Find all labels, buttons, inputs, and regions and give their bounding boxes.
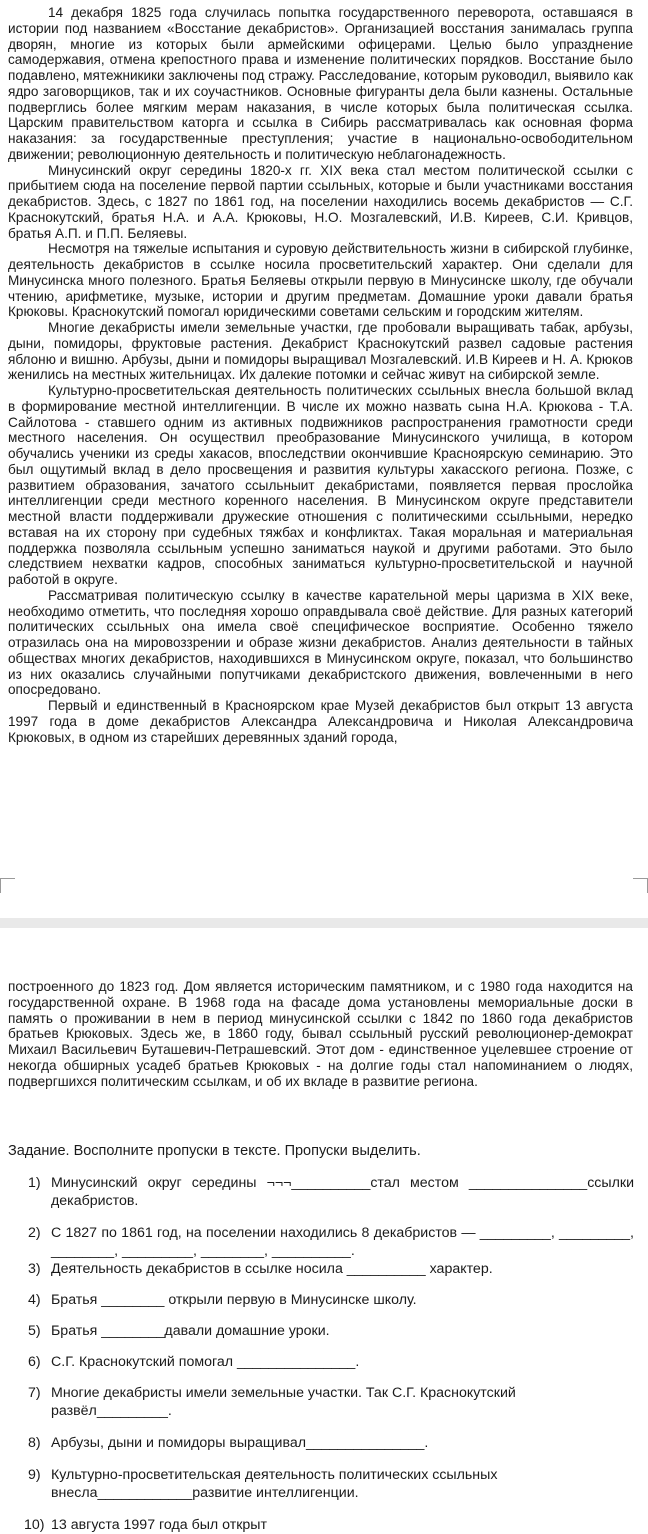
task-number: 6) xyxy=(28,1354,41,1370)
paragraph: Культурно-просветительская деятельность политических ссыльных внесла большой вклад в формирование местной интеллигенции. В числе их можно назвать сына Н.А. Крюкова - Т.А. Сайлотова - ставшего одним из активных подвижников распространения грамотности среди местного населения. Он осуществил преобразование Минусинского училища, в котором обучались ученики из среды хакасов, впоследствии окончившие Красноярскую семинарию. Это был ощутимый вклад в дело просвещения и развития культуры хакасского региона. Позже, с развитием образования, зачатого ссыльныит декабристами, появляется первая прослойка интеллигенции среди местного коренного населения. В Минусинском округе представители местной власти поддерживали дружеские отношения с политическими ссыльными, нередко вставая на их сторону при судебных тяжбах и конфликтах. Такая моральная и материальная поддержка позволяла ссыльным успешно заниматься наукой и другими работами. Это было следствием нехватки кадров, способных заниматься культурно-просветительской и научной работой в округе. xyxy=(8,383,633,587)
task-number: 7) xyxy=(28,1385,41,1401)
task-number: 1) xyxy=(28,1175,41,1191)
task-item xyxy=(28,1434,634,1452)
task-text: С 1827 по 1861 год, на поселении находились 8 декабристов — _________, _________, ________, _________, ________, __________. xyxy=(51,1225,634,1259)
paragraph: Многие декабристы имели земельные участки, где пробовали выращивать табак, арбузы, дыни, помидоры, фруктовые растения. Декабрист Краснокутский развел садовые растения яблоню и вишню. Арбузы, дыни и помидоры выращивал Мозгалевский. И.В Киреев и Н. А. Крюков женились на местных жительницах. Их далекие потомки и сейчас живут на сибирской земле. xyxy=(8,320,633,383)
task-item xyxy=(28,1384,558,1420)
task-number: 3) xyxy=(28,1261,41,1277)
task-text: С.Г. Краснокутский помогал _______________. xyxy=(51,1354,360,1370)
task-number: 4) xyxy=(28,1292,41,1308)
task-text: Арбузы, дыни и помидоры выращивал_______________. xyxy=(51,1435,429,1451)
paragraph: Первый и единственный в Красноярском крае Музей декабристов был открыт 13 августа 1997 года в доме декабристов Александра Александровича и Николая Александровича Крюковых, в одном из старейших деревянных зданий города, xyxy=(8,698,633,745)
task-text: Минусинский округ середины ¬¬¬__________стал местом _______________ссылки декабристов. xyxy=(51,1175,634,1209)
task-title: Задание. Восполните пропуски в тексте. Пропуски выделить. xyxy=(8,1143,421,1159)
page-separator xyxy=(0,918,648,928)
task-text: Многие декабристы имели земельные участки. Так С.Г. Краснокутский развёл_________. xyxy=(51,1385,516,1419)
page-break xyxy=(0,874,648,958)
task-number: 5) xyxy=(28,1323,41,1339)
task-text: Культурно-просветительская деятельность политических ссыльных внесла____________развитие интеллигенции. xyxy=(51,1467,498,1501)
task-number: 2) xyxy=(28,1225,41,1241)
task-item xyxy=(28,1353,634,1371)
paragraph: 14 декабря 1825 года случилась попытка государственного переворота, оставшаяся в истории под названием «Восстание декабристов». Организацией восстания занималась группа дворян, многие из которых были армейскими офицерами. Целью было упразднение самодержавия, отмена крепостного права и изменение политических порядков. Восстание было подавлено, мятежникики заключены под стражу. Расследование, которым руководил, выявило как ядро заговорщиков, так и их соучастников. Основные фигуранты дела были казнены. Остальные подверглись более мягким мерам наказания, в числе которых была политическая ссылка. Царским правительством каторга и ссылка в Сибирь рассматривалась как основная форма наказания: за государственные преступления; участие в национально-освободительном движении; революционную деятельность и политическую неблагонадежность. xyxy=(8,5,633,162)
margin-corner-mark xyxy=(0,878,15,893)
task-number: 9) xyxy=(28,1467,41,1483)
task-text: 13 августа 1997 года был открыт xyxy=(51,1517,267,1533)
task-item xyxy=(24,1516,634,1534)
page-2-body xyxy=(8,979,633,1089)
margin-corner-mark xyxy=(633,878,648,893)
paragraph: Минусинский округ середины 1820-х гг. XIX века стал местом политической ссылки с прибытием сюда на поселение первой партии ссыльных, которые и были участниками восстания декабристов. Здесь, с 1827 по 1861 год, на поселении находились восемь декабристов — С.Г. Краснокутский, братья Н.А. и А.А. Крюковы, Н.О. Мозгалевский, И.В. Киреев, С.И. Кривцов, братья А.П. и П.П. Беляевы. xyxy=(8,162,633,241)
task-text: Братья ________ открыли первую в Минусинске школу. xyxy=(51,1292,417,1308)
task-number: 8) xyxy=(28,1435,41,1451)
task-item xyxy=(28,1174,634,1210)
task-item xyxy=(28,1466,548,1502)
task-number: 10) xyxy=(24,1517,45,1533)
task-text: Деятельность декабристов в ссылке носила __________ характер. xyxy=(51,1261,493,1277)
task-item xyxy=(28,1260,634,1278)
task-item xyxy=(28,1224,634,1260)
task-item xyxy=(28,1322,634,1340)
task-item xyxy=(28,1291,634,1309)
paragraph: Рассматривая политическую ссылку в качестве карательной меры царизма в XIX веке, необходимо отметить, что последняя хорошо оправдывала своё действие. Для разных категорий политических ссыльных она имела своё специфическое восприятие. Особенно тяжело отразилась она на мировоззрении и образе жизни декабристов. Анализ деятельности в тайных обществах многих декабристов, находившихся в Минусинском округе, показал, что большинство из них оказались случайными попутчиками декабристского движения, вовлеченными в него опосредовано. xyxy=(8,587,633,698)
paragraph: построенного до 1823 год. Дом является историческим памятником, и с 1980 года находится на государственной охране. В 1968 года на фасаде дома установлены мемориальные доски в память о проживании в нем в период минусинской ссылки с 1842 по 1860 года декабристов братьев Крюковых. Здесь же, в 1860 году, бывал ссыльный русский революционер-демократ Михаил Васильевич Буташевич-Петрашевский. Этот дом - единственное уцелевшее строение от некогда обширных усадеб братьев Крюковых - на долгие годы стал напоминанием о людях, подвергшихся политическим ссылкам, и об их вкладе в развитие региона. xyxy=(8,979,633,1089)
task-text: Братья ________давали домашние уроки. xyxy=(51,1323,330,1339)
paragraph: Несмотря на тяжелые испытания и суровую действительность жизни в сибирской глубинке, деятельность декабристов в ссылке носила просветительский характер. Они сделали для Минусинска много полезного. Братья Беляевы открыли первую в Минусинске школу, где обучали чтению, арифметике, музыке, истории и другим предметам. Домашние уроки давали братья Крюковы. Краснокутский помогал юридическими советами сельским и городским жителям. xyxy=(8,241,633,320)
page-1-body xyxy=(8,5,633,745)
